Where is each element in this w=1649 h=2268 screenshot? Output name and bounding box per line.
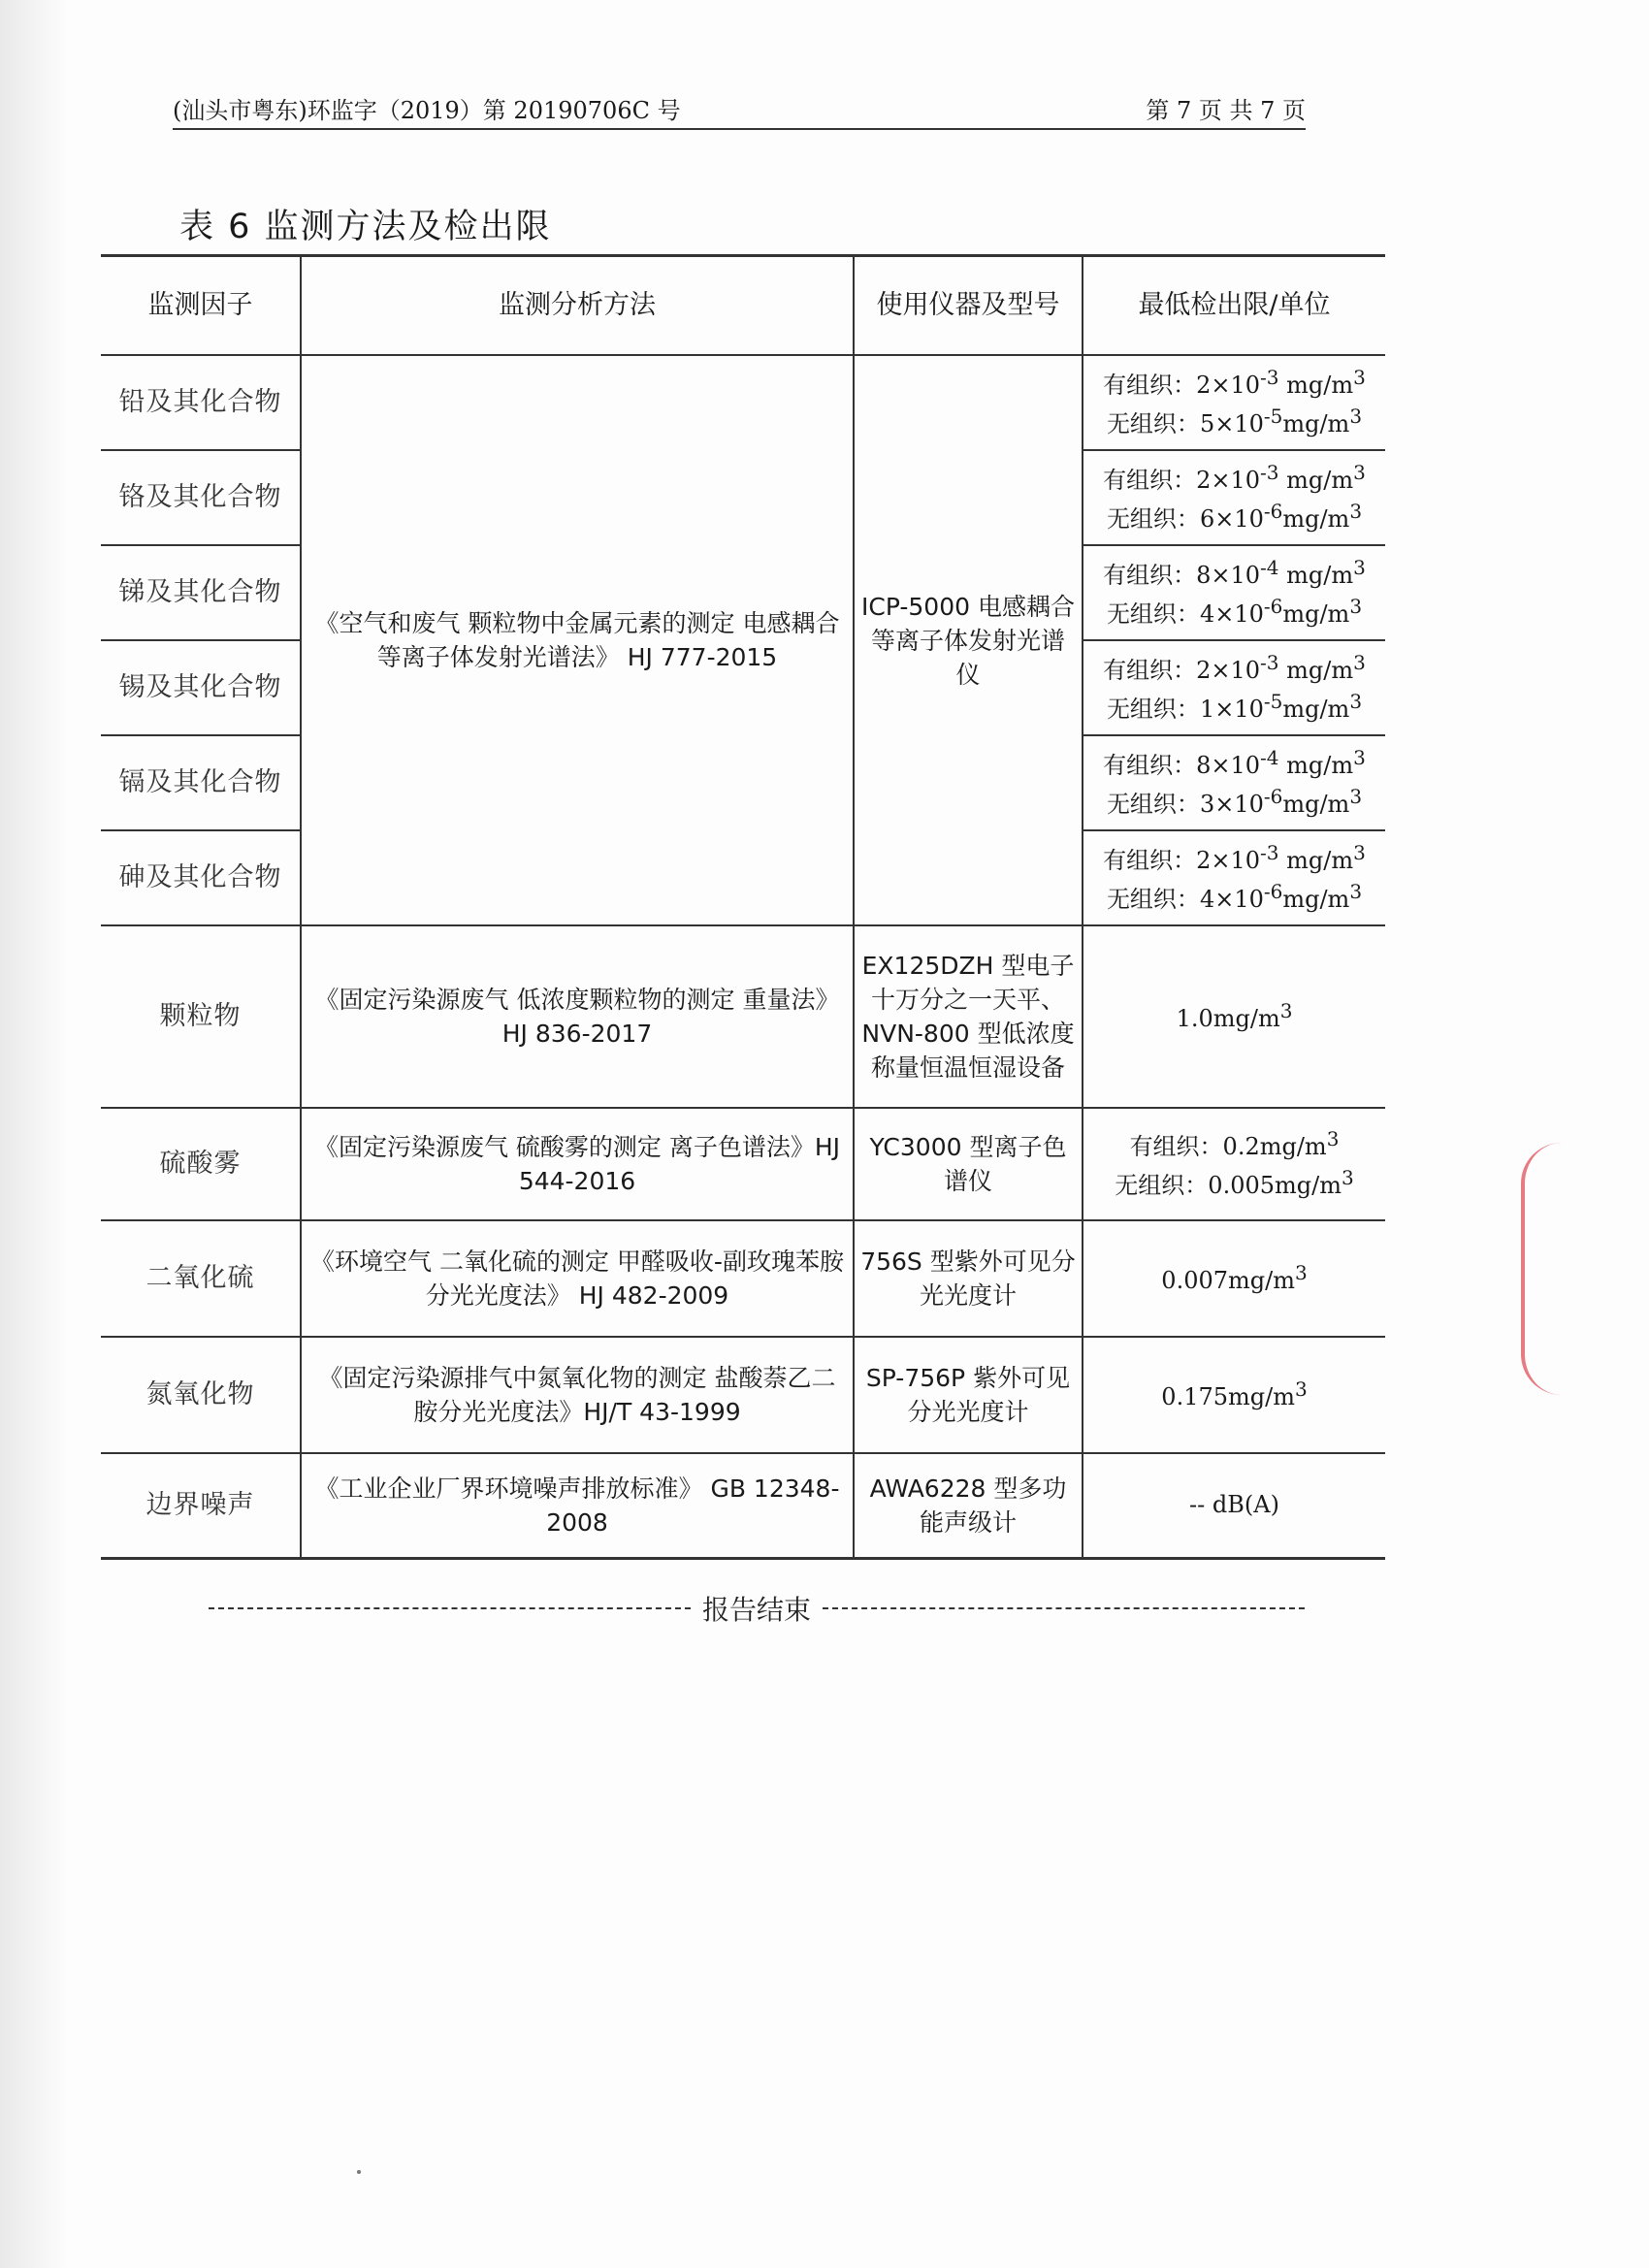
limit-cell xyxy=(1083,450,1385,545)
factor-cell: 镉及其化合物 xyxy=(101,735,301,830)
column-header: 监测因子 xyxy=(101,256,301,356)
scan-edge-shadow xyxy=(0,0,68,2268)
factor-cell: 锡及其化合物 xyxy=(101,640,301,735)
instrument-cell: EX125DZH 型电子十万分之一天平、NVN-800 型低浓度称量恒温恒湿设备 xyxy=(854,925,1083,1108)
method-cell: 《环境空气 二氧化硫的测定 甲醛吸收-副玫瑰苯胺分光光度法》 HJ 482-2009 xyxy=(301,1220,854,1337)
organized-limit: 有组织：$8\times 10^{-4}$ $mg/m^3$ xyxy=(1103,746,1366,780)
limit-cell xyxy=(1083,355,1385,450)
factor-cell: 二氧化硫 xyxy=(101,1220,301,1337)
organized-limit: 有组织：$2\times 10^{-3}$ $mg/m^3$ xyxy=(1103,366,1366,400)
factor-cell: 锑及其化合物 xyxy=(101,545,301,640)
factor-cell: 铅及其化合物 xyxy=(101,355,301,450)
table-row xyxy=(101,355,1385,450)
table-row xyxy=(101,1220,1385,1337)
table-header-row xyxy=(101,256,1385,356)
unorganized-limit: 无组织：$4\times 10^{-6}mg/m^3$ xyxy=(1106,880,1363,913)
monitoring-methods-table xyxy=(101,254,1385,1560)
instrument-cell: 756S 型紫外可见分光光度计 xyxy=(854,1220,1083,1337)
table-row xyxy=(101,1337,1385,1453)
page-header xyxy=(173,89,1306,130)
limit-cell: $1.0mg/m^3$ xyxy=(1083,925,1385,1108)
unorganized-limit: 无组织：$1\times 10^{-5}mg/m^3$ xyxy=(1106,690,1363,723)
organized-limit: 有组织：$8\times 10^{-4}$ $mg/m^3$ xyxy=(1103,556,1366,590)
limit-cell xyxy=(1083,1108,1385,1220)
unorganized-limit: 无组织：$5\times 10^{-5}mg/m^3$ xyxy=(1106,405,1363,437)
limit-cell xyxy=(1083,735,1385,830)
method-cell: 《固定污染源废气 硫酸雾的测定 离子色谱法》HJ 544-2016 xyxy=(301,1108,854,1220)
table-title: 表 6 监测方法及检出限 xyxy=(179,208,552,246)
table-row xyxy=(101,925,1385,1108)
instrument-cell: YC3000 型离子色谱仪 xyxy=(854,1108,1083,1220)
scan-speck xyxy=(357,2170,361,2174)
unorganized-limit: 无组织：$4\times 10^{-6}mg/m^3$ xyxy=(1106,595,1363,628)
method-cell: 《工业企业厂界环境噪声排放标准》 GB 12348-2008 xyxy=(301,1453,854,1558)
table-row xyxy=(101,1108,1385,1220)
organized-limit: 有组织：$0.2mg/m^3$ xyxy=(1129,1127,1340,1161)
instrument-cell: SP-756P 紫外可见分光光度计 xyxy=(854,1337,1083,1453)
dashed-divider-left xyxy=(209,1607,691,1609)
unorganized-limit: 无组织：$6\times 10^{-6}mg/m^3$ xyxy=(1106,500,1363,533)
limit-cell xyxy=(1083,830,1385,925)
limit-cell: $0.007mg/m^3$ xyxy=(1083,1220,1385,1337)
red-seal-stamp-fragment xyxy=(1521,1143,1562,1395)
organized-limit: 有组织：$2\times 10^{-3}$ $mg/m^3$ xyxy=(1103,651,1366,685)
column-header: 最低检出限/单位 xyxy=(1083,256,1385,356)
method-cell: 《空气和废气 颗粒物中金属元素的测定 电感耦合等离子体发射光谱法》 HJ 777-2015 xyxy=(301,355,854,925)
page-number: 第 7 页 共 7 页 xyxy=(1146,97,1306,124)
instrument-cell: ICP-5000 电感耦合等离子体发射光谱仪 xyxy=(854,355,1083,925)
document-number: (汕头市粤东)环监字（2019）第 20190706C 号 xyxy=(173,97,681,124)
method-cell: 《固定污染源排气中氮氧化物的测定 盐酸萘乙二胺分光光度法》HJ/T 43-1999 xyxy=(301,1337,854,1453)
factor-cell: 铬及其化合物 xyxy=(101,450,301,545)
factor-cell: 氮氧化物 xyxy=(101,1337,301,1453)
factor-cell: 颗粒物 xyxy=(101,925,301,1108)
limit-cell xyxy=(1083,640,1385,735)
report-end-text: 报告结束 xyxy=(702,1594,812,1626)
report-end-line xyxy=(209,1589,1305,1628)
unorganized-limit: 无组织：$0.005mg/m^3$ xyxy=(1115,1166,1354,1199)
limit-cell xyxy=(1083,545,1385,640)
limit-cell: $0.175mg/m^3$ xyxy=(1083,1337,1385,1453)
unorganized-limit: 无组织：$3\times 10^{-6}mg/m^3$ xyxy=(1106,785,1363,818)
instrument-cell: AWA6228 型多功能声级计 xyxy=(854,1453,1083,1558)
factor-cell: 边界噪声 xyxy=(101,1453,301,1558)
table-row xyxy=(101,1453,1385,1558)
factor-cell: 硫酸雾 xyxy=(101,1108,301,1220)
column-header: 监测分析方法 xyxy=(301,256,854,356)
organized-limit: 有组织：$2\times 10^{-3}$ $mg/m^3$ xyxy=(1103,841,1366,875)
column-header: 使用仪器及型号 xyxy=(854,256,1083,356)
limit-cell: -- dB(A) xyxy=(1083,1453,1385,1558)
dashed-divider-right xyxy=(823,1607,1305,1609)
organized-limit: 有组织：$2\times 10^{-3}$ $mg/m^3$ xyxy=(1103,461,1366,495)
factor-cell: 砷及其化合物 xyxy=(101,830,301,925)
method-cell: 《固定污染源废气 低浓度颗粒物的测定 重量法》HJ 836-2017 xyxy=(301,925,854,1108)
